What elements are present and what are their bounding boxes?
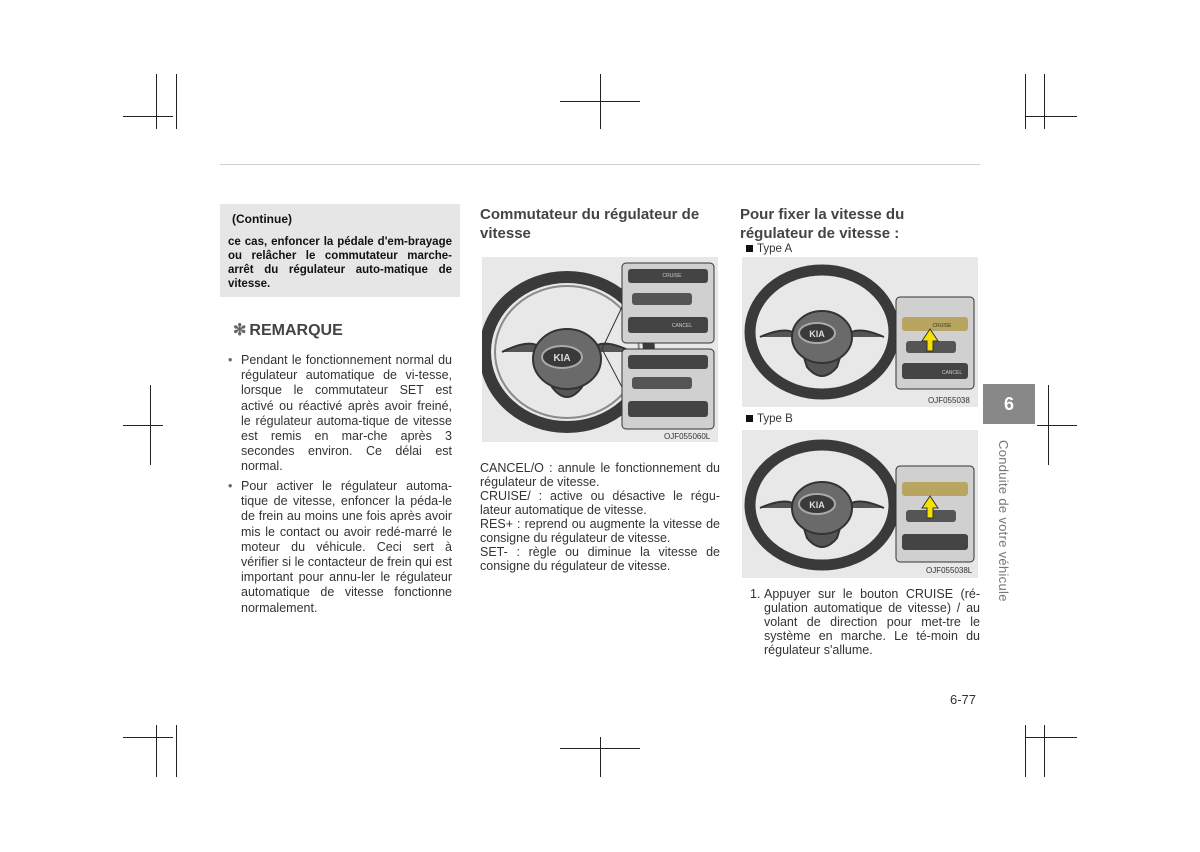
page-number: 6-77 [950,692,977,707]
type-a-figure [742,257,978,407]
type-b-text: Type B [757,413,793,425]
bullet-text: Pour activer le régulateur automa-tique de vitesse, enfoncer la péda-le de frein au moins une fois après avoir mis le contact ou avoir redé-marré le moteur du véhicule. Ceci sert à vérifier si le contacteur de frein qui est important pour annu-ler le régulateur automatique de vitesse fonctionne normalement. [241,479,452,615]
crop-mark [123,425,163,426]
steering-wheel-type-b-illustration [742,430,978,578]
remarque-title: REMARQUE [249,322,343,339]
cruise-label: CRUISE [662,273,682,279]
crop-mark [1044,725,1045,777]
chapter-title-text: Conduite de votre véhicule [996,440,1011,602]
crop-mark [156,725,157,777]
type-a-text: Type A [757,243,793,255]
type-a-label [746,243,792,255]
header-rule [220,164,980,165]
continue-note-text: ce cas, enfoncer la pédale d'em-brayage ou relâcher le commutateur marche-arrêt du régulateur auto-matique de vitesse. [228,236,452,290]
desc-res: RES+ : reprend ou augmente la vitesse de consigne du régulateur de vitesse. [480,517,720,545]
remarque-bullet-1 [228,353,452,475]
chapter-tab: 6 [983,384,1035,424]
steering-wheel-type-a-illustration [742,257,978,407]
crop-mark [1025,74,1026,129]
crop-mark [1025,725,1026,777]
crop-mark [123,116,173,117]
cancel-label: CANCEL [671,323,693,329]
chapter-title [993,440,1013,640]
crop-mark [1044,74,1045,129]
square-bullet-icon [746,245,753,252]
figure-caption: OJF055060L [664,432,711,441]
steering-wheel-illustration [482,257,718,442]
crop-mark [156,74,157,129]
crop-mark [1037,425,1077,426]
crop-mark [123,737,173,738]
type-b-label [746,413,793,425]
crop-mark [1048,385,1049,465]
figure-caption: OJF055038 [928,396,970,405]
square-bullet-icon [746,415,753,422]
figure-caption: OJF055038L [926,566,973,575]
crop-mark [176,74,177,129]
cruise-label: CRUISE [932,323,952,329]
section-heading-switch: Commutateur du régulateur de vitesse [480,206,700,242]
section-heading-set-speed: Pour fixer la vitesse du régulateur de vitesse : [740,206,905,242]
step-number: 1. [750,587,761,601]
crop-mark [1025,737,1077,738]
bullet-icon: • [228,353,233,367]
step-1 [750,587,980,657]
steering-wheel-figure [482,257,718,442]
crop-mark [600,74,601,129]
step-text: Appuyer sur le bouton CRUISE (ré-gulation automatique de vitesse) / au volant de direction pour met-tre le système en marche. Le té-moin du régulateur s'allume. [764,587,980,657]
bullet-text: Pendant le fonctionnement normal du régulateur automatique de vi-tesse, lorsque le commutateur SET est activé ou réactivé après avoir freiné, le régulateur automa-tique de vitesse est remis en mar-che après 3 secondes environ. Ce délai est normal. [241,353,452,474]
remarque-bullet-2 [228,479,452,616]
kia-logo-text: KIA [553,353,571,364]
type-b-figure [742,430,978,578]
desc-cruise: CRUISE/ : active ou désactive le régu-lateur automatique de vitesse. [480,489,720,517]
remarque-heading [233,320,343,340]
desc-cancel: CANCEL/O : annule le fonctionnement du régulateur de vitesse. [480,461,720,489]
asterisk-icon: ✻ [233,322,247,339]
crop-mark [150,385,151,465]
desc-set: SET- : règle ou diminue la vitesse de consigne du régulateur de vitesse. [480,545,720,573]
kia-logo-text: KIA [809,500,825,510]
cancel-label: CANCEL [941,370,963,376]
crop-mark [1025,116,1077,117]
continue-note-title: (Continue) [232,212,292,226]
bullet-icon: • [228,479,233,493]
crop-mark [176,725,177,777]
kia-logo-text: KIA [809,329,825,339]
crop-mark [600,737,601,777]
switch-description [480,461,720,573]
